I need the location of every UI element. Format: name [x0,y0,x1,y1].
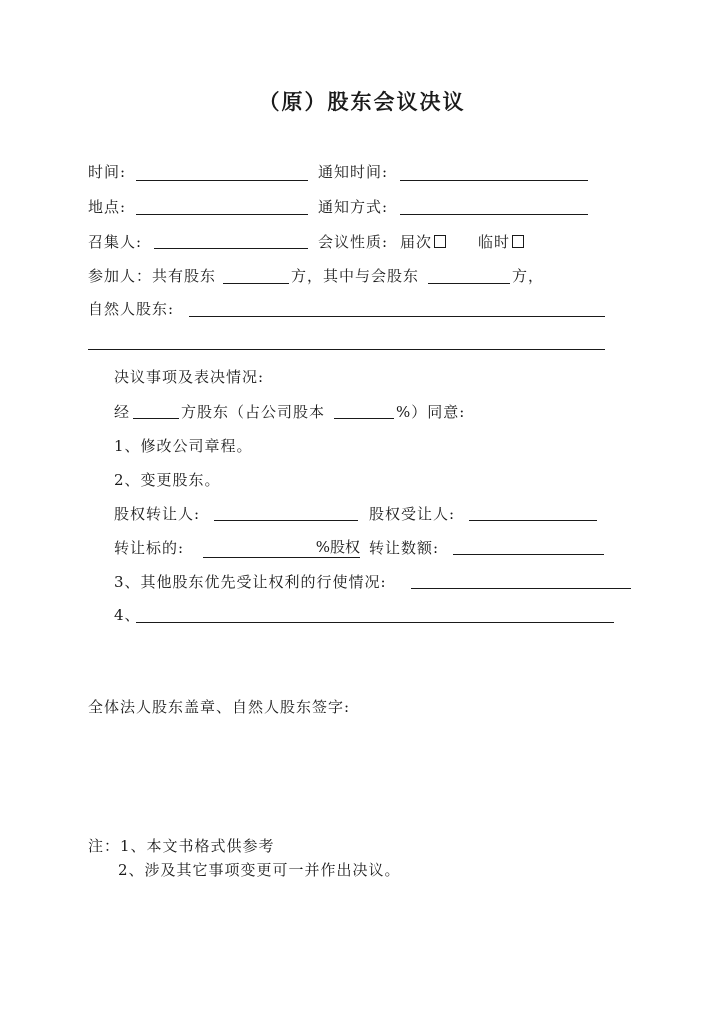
item-4-field[interactable] [136,622,614,623]
item-3-field[interactable] [411,588,631,589]
vote-mid: 方股东（占公司股本 [181,403,326,421]
transferee-label: 股权受让人: [369,505,456,523]
page-title: （原）股东会议决议 [258,89,466,114]
total-shareholders-field[interactable] [223,283,289,284]
natural-person-field[interactable] [189,316,605,317]
notice-method-field[interactable] [400,214,588,215]
vote-share-percent-field[interactable] [334,418,394,419]
vote-suffix: %）同意: [396,403,466,421]
vote-prefix: 经 [114,403,131,421]
item-4: 4、 [114,606,141,624]
participants-mid: 方，其中与会股东 [291,267,420,285]
amount-label: 转让数额: [369,539,440,557]
item-3: 3、其他股东优先受让权利的行使情况: [114,573,387,591]
convener-field[interactable] [154,248,308,249]
nature-option-special-label: 临时 [478,233,511,251]
nature-option-regular [400,232,446,252]
natural-person-label: 自然人股东: [88,300,175,318]
resolution-heading: 决议事项及表决情况: [114,368,265,386]
attending-shareholders-field[interactable] [428,283,510,284]
nature-regular-checkbox[interactable] [434,235,446,248]
transferee-field[interactable] [469,520,597,521]
place-field[interactable] [136,214,308,215]
notice-method-label: 通知方式: [318,198,389,216]
nature-special-checkbox[interactable] [512,235,524,248]
nature-option-regular-label: 届次 [400,233,433,251]
note-1: 注：1、本文书格式供参考 [88,837,275,855]
item-2: 2、变更股东。 [114,471,221,489]
subject-field[interactable] [203,537,360,558]
time-field[interactable] [136,180,308,181]
notice-time-field[interactable] [400,180,588,181]
note-2: 2、涉及其它事项变更可一并作出决议。 [118,861,401,879]
vote-parties-field[interactable] [133,418,179,419]
transferor-field[interactable] [214,520,358,521]
convener-label: 召集人: [88,233,143,251]
amount-field[interactable] [453,554,604,555]
place-label: 地点: [88,198,127,216]
time-label: 时间: [88,163,127,181]
subject-unit: %股权 [315,538,360,556]
participants-suffix: 方， [512,267,545,285]
notice-time-label: 通知时间: [318,163,389,181]
natural-person-field-continued[interactable] [88,349,605,350]
participants-prefix: 参加人：共有股东 [88,267,217,285]
transferor-label: 股权转让人: [114,505,201,523]
meeting-nature-label: 会议性质: [318,233,389,251]
item-1: 1、修改公司章程。 [114,437,253,455]
signature-label: 全体法人股东盖章、自然人股东签字: [88,698,351,716]
nature-option-special [478,232,524,252]
subject-label: 转让标的: [114,539,185,557]
